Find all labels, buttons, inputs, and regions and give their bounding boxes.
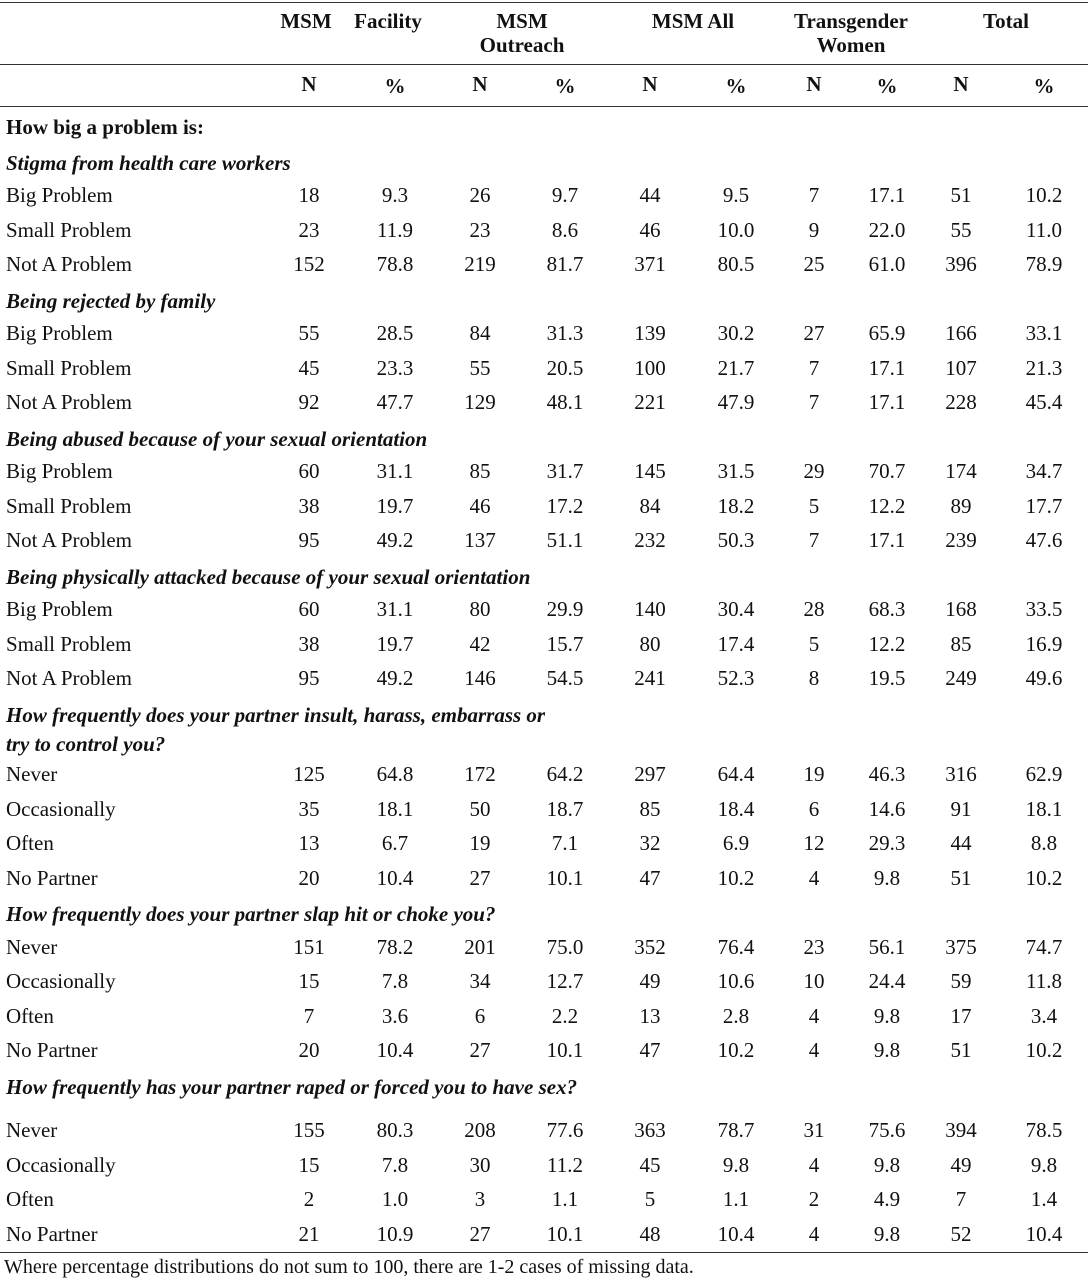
table-cell: 31.3 — [546, 321, 584, 345]
table-cell: 51 — [950, 183, 972, 207]
row-label: Not A Problem — [6, 528, 133, 552]
table-cell: 28 — [803, 597, 825, 621]
table-cell: 75.6 — [868, 1118, 906, 1142]
table-cell: 92 — [298, 390, 320, 414]
table-cell: 47.9 — [717, 390, 755, 414]
table-cell: 95 — [298, 528, 320, 552]
row-label: Never — [6, 762, 58, 786]
table-cell: 23 — [469, 218, 491, 242]
table-cell: 15 — [298, 1153, 320, 1177]
table-cell: 145 — [634, 459, 666, 483]
row-label: Occasionally — [6, 797, 116, 821]
table-cell: 100 — [634, 356, 666, 380]
table-cell: 64.2 — [546, 762, 584, 786]
table-cell: 137 — [464, 528, 496, 552]
table-cell: 38 — [298, 632, 320, 656]
table-cell: 20 — [298, 866, 320, 890]
table-cell: 35 — [298, 797, 320, 821]
table-cell: 352 — [634, 935, 666, 959]
table-cell: 19.7 — [376, 494, 414, 518]
table-cell: 125 — [293, 762, 325, 786]
table-cell: 77.6 — [546, 1118, 584, 1142]
table-cell: 9.8 — [873, 1153, 901, 1177]
table-cell: 64.8 — [376, 762, 414, 786]
table-cell: 34 — [469, 969, 491, 993]
table-cell: 20.5 — [546, 356, 584, 380]
table-cell: 5 — [808, 632, 820, 656]
table-cell: 6 — [474, 1004, 486, 1028]
row-label: Not A Problem — [6, 390, 133, 414]
table-cell: 18.7 — [546, 797, 584, 821]
table-cell: 1.0 — [381, 1187, 409, 1211]
table-cell: 10.2 — [717, 866, 755, 890]
row-label: Small Problem — [6, 218, 132, 242]
row-label: Not A Problem — [6, 666, 133, 690]
table-cell: 10.4 — [1025, 1222, 1063, 1246]
table-cell: 155 — [293, 1118, 325, 1142]
section-question: Being rejected by family — [6, 289, 216, 313]
table-cell: 7 — [303, 1004, 315, 1028]
table-cell: 49.2 — [376, 666, 414, 690]
table-cell: 7.8 — [381, 969, 409, 993]
table-cell: 85 — [639, 797, 661, 821]
table-cell: 18.1 — [1025, 797, 1063, 821]
table-cell: 17.1 — [868, 356, 906, 380]
table-cell: 5 — [808, 494, 820, 518]
table-cell: 17 — [950, 1004, 972, 1028]
table-cell: 129 — [464, 390, 496, 414]
table-cell: 11.9 — [377, 218, 413, 242]
row-label: Never — [6, 1118, 58, 1142]
table-cell: 6 — [808, 797, 820, 821]
table-cell: 8 — [808, 666, 820, 690]
table-cell: 47 — [639, 866, 661, 890]
table-cell: 2 — [303, 1187, 315, 1211]
row-label: Occasionally — [6, 1153, 116, 1177]
table-cell: 30.2 — [717, 321, 755, 345]
table-cell: 62.9 — [1025, 762, 1063, 786]
table-cell: 2.2 — [551, 1004, 579, 1028]
table-cell: 78.7 — [717, 1118, 755, 1142]
table-cell: 85 — [469, 459, 491, 483]
table-cell: 80 — [469, 597, 491, 621]
table-cell: 84 — [469, 321, 491, 345]
table-cell: 7.8 — [381, 1153, 409, 1177]
table-cell: 45 — [639, 1153, 661, 1177]
table-cell: 29 — [803, 459, 825, 483]
table-cell: 10.6 — [717, 969, 755, 993]
column-subheader: N — [301, 72, 317, 96]
column-group-header: MSM All — [651, 9, 735, 33]
table-cell: 91 — [950, 797, 972, 821]
table-cell: 10.1 — [546, 1222, 584, 1246]
table-cell: 371 — [634, 252, 666, 276]
column-group-header: Total — [983, 9, 1029, 33]
table-cell: 12 — [803, 831, 825, 855]
table-cell: 17.4 — [717, 632, 755, 656]
table-cell: 44 — [950, 831, 972, 855]
table-cell: 7 — [955, 1187, 967, 1211]
table-cell: 60 — [298, 597, 320, 621]
table-cell: 80 — [639, 632, 661, 656]
table-cell: 23 — [298, 218, 320, 242]
table-cell: 4 — [808, 1004, 820, 1028]
table-cell: 78.5 — [1025, 1118, 1063, 1142]
subheader-rule — [0, 106, 1088, 107]
table-cell: 52 — [950, 1222, 972, 1246]
table-cell: 78.2 — [376, 935, 414, 959]
table-cell: 19.7 — [376, 632, 414, 656]
table-cell: 59 — [950, 969, 972, 993]
row-label: Small Problem — [6, 356, 132, 380]
column-group-header: Facility — [354, 9, 422, 33]
table-cell: 394 — [945, 1118, 977, 1142]
table-cell: 27 — [469, 866, 491, 890]
table-cell: 65.9 — [868, 321, 906, 345]
table-cell: 2 — [808, 1187, 820, 1211]
footnote: Where percentage distributions do not sum to 100, there are 1-2 cases of missing data. — [4, 1256, 694, 1278]
table-cell: 19 — [803, 762, 825, 786]
table-cell: 10.2 — [1025, 1038, 1063, 1062]
table-cell: 45.4 — [1025, 390, 1063, 414]
table-cell: 47 — [639, 1038, 661, 1062]
table-cell: 375 — [945, 935, 977, 959]
table-cell: 4 — [808, 866, 820, 890]
table-cell: 30 — [469, 1153, 491, 1177]
table-cell: 27 — [803, 321, 825, 345]
table-cell: 61.0 — [868, 252, 906, 276]
table-cell: 27 — [469, 1038, 491, 1062]
table-cell: 107 — [945, 356, 977, 380]
table-cell: 166 — [945, 321, 977, 345]
table-cell: 29.3 — [868, 831, 906, 855]
table-cell: 9.3 — [381, 183, 409, 207]
table-cell: 4 — [808, 1153, 820, 1177]
table-cell: 6.9 — [722, 831, 750, 855]
table-cell: 78.8 — [376, 252, 414, 276]
table-cell: 11.8 — [1026, 969, 1062, 993]
table-cell: 46.3 — [868, 762, 906, 786]
table-cell: 13 — [298, 831, 320, 855]
table-cell: 12.7 — [546, 969, 584, 993]
table-cell: 28.5 — [376, 321, 414, 345]
row-label: Small Problem — [6, 632, 132, 656]
table-cell: 52.3 — [717, 666, 755, 690]
table-cell: 23.3 — [376, 356, 414, 380]
table-cell: 21.7 — [717, 356, 755, 380]
column-subheader: % — [384, 74, 406, 98]
table-cell: 55 — [469, 356, 491, 380]
table-cell: 4.9 — [873, 1187, 901, 1211]
table-cell: 9.8 — [1030, 1153, 1058, 1177]
table-cell: 30.4 — [717, 597, 755, 621]
table-cell: 10.2 — [1025, 866, 1063, 890]
table-cell: 31.5 — [717, 459, 755, 483]
column-subheader: N — [953, 72, 969, 96]
row-label: Big Problem — [6, 459, 113, 483]
table-cell: 60 — [298, 459, 320, 483]
table-cell: 396 — [945, 252, 977, 276]
table-cell: 172 — [464, 762, 496, 786]
table-cell: 47.6 — [1025, 528, 1063, 552]
column-group-header: Transgender Women — [794, 9, 908, 57]
table-cell: 221 — [634, 390, 666, 414]
table-cell: 10.2 — [1025, 183, 1063, 207]
table-cell: 241 — [634, 666, 666, 690]
table-cell: 48 — [639, 1222, 661, 1246]
table-cell: 20 — [298, 1038, 320, 1062]
table-cell: 38 — [298, 494, 320, 518]
table-cell: 19 — [469, 831, 491, 855]
table-cell: 76.4 — [717, 935, 755, 959]
table-cell: 140 — [634, 597, 666, 621]
table-cell: 78.9 — [1025, 252, 1063, 276]
table-cell: 80.3 — [376, 1118, 414, 1142]
table-cell: 17.1 — [868, 390, 906, 414]
table-cell: 31.1 — [376, 597, 414, 621]
table-cell: 11.2 — [547, 1153, 583, 1177]
table-cell: 7 — [808, 183, 820, 207]
header-rule — [0, 64, 1088, 65]
table-cell: 31.7 — [546, 459, 584, 483]
table-cell: 18 — [298, 183, 320, 207]
table-cell: 174 — [945, 459, 977, 483]
table-cell: 84 — [639, 494, 661, 518]
top-rule — [0, 2, 1088, 3]
row-label: Big Problem — [6, 183, 113, 207]
row-label: Occasionally — [6, 969, 116, 993]
table-cell: 1.1 — [722, 1187, 750, 1211]
table-cell: 81.7 — [546, 252, 584, 276]
column-group-header: MSM Outreach — [479, 9, 565, 57]
table-cell: 85 — [950, 632, 972, 656]
table-cell: 11.0 — [1026, 218, 1062, 242]
table-cell: 7 — [808, 356, 820, 380]
table-cell: 9.7 — [551, 183, 579, 207]
table-cell: 47.7 — [376, 390, 414, 414]
section-question: Stigma from health care workers — [6, 151, 291, 175]
table-cell: 51 — [950, 866, 972, 890]
table-cell: 68.3 — [868, 597, 906, 621]
table-section-title: How big a problem is: — [6, 115, 204, 139]
table-cell: 50 — [469, 797, 491, 821]
table-cell: 56.1 — [868, 935, 906, 959]
table-cell: 239 — [945, 528, 977, 552]
table-cell: 12.2 — [868, 632, 906, 656]
table-cell: 297 — [634, 762, 666, 786]
table-cell: 146 — [464, 666, 496, 690]
table-cell: 232 — [634, 528, 666, 552]
table-cell: 32 — [639, 831, 661, 855]
table-cell: 10.4 — [717, 1222, 755, 1246]
table-cell: 10.0 — [717, 218, 755, 242]
table-cell: 10.1 — [546, 866, 584, 890]
table-cell: 4 — [808, 1222, 820, 1246]
table-cell: 10.4 — [376, 1038, 414, 1062]
row-label: No Partner — [6, 1038, 98, 1062]
row-label: Never — [6, 935, 58, 959]
row-label: Often — [6, 831, 54, 855]
table-cell: 21 — [298, 1222, 320, 1246]
row-label: Small Problem — [6, 494, 132, 518]
table-cell: 2.8 — [722, 1004, 750, 1028]
table-cell: 42 — [469, 632, 491, 656]
table-cell: 70.7 — [868, 459, 906, 483]
table-cell: 1.4 — [1030, 1187, 1058, 1211]
column-group-header: MSM — [280, 9, 332, 33]
table-cell: 363 — [634, 1118, 666, 1142]
table-cell: 17.7 — [1025, 494, 1063, 518]
table-cell: 9.5 — [722, 183, 750, 207]
table-cell: 89 — [950, 494, 972, 518]
table-cell: 51 — [950, 1038, 972, 1062]
column-subheader: N — [806, 72, 822, 96]
table-cell: 17.2 — [546, 494, 584, 518]
table-cell: 168 — [945, 597, 977, 621]
table-cell: 9.8 — [873, 1004, 901, 1028]
table-cell: 201 — [464, 935, 496, 959]
table-cell: 24.4 — [868, 969, 906, 993]
section-question: How frequently has your partner raped or forced you to have sex? — [6, 1075, 578, 1099]
table-cell: 3 — [474, 1187, 486, 1211]
table-cell: 10.1 — [546, 1038, 584, 1062]
table-cell: 14.6 — [868, 797, 906, 821]
table-cell: 49 — [950, 1153, 972, 1177]
table-cell: 80.5 — [717, 252, 755, 276]
table-cell: 7 — [808, 390, 820, 414]
table-cell: 49.6 — [1025, 666, 1063, 690]
table-cell: 18.1 — [376, 797, 414, 821]
table-cell: 26 — [469, 183, 491, 207]
table-cell: 64.4 — [717, 762, 755, 786]
table-cell: 34.7 — [1025, 459, 1063, 483]
table-cell: 139 — [634, 321, 666, 345]
table-cell: 46 — [469, 494, 491, 518]
table-cell: 48.1 — [546, 390, 584, 414]
table-cell: 74.7 — [1025, 935, 1063, 959]
table-cell: 54.5 — [546, 666, 584, 690]
table-cell: 21.3 — [1025, 356, 1063, 380]
row-label: No Partner — [6, 1222, 98, 1246]
row-label: Big Problem — [6, 597, 113, 621]
table-cell: 31.1 — [376, 459, 414, 483]
table-cell: 208 — [464, 1118, 496, 1142]
table-cell: 23 — [803, 935, 825, 959]
section-question: How frequently does your partner insult, harass, embarrass or try to control you? — [6, 703, 546, 756]
table-cell: 95 — [298, 666, 320, 690]
table-cell: 3.4 — [1030, 1004, 1058, 1028]
table-cell: 9.8 — [873, 1222, 901, 1246]
table-cell: 7 — [808, 528, 820, 552]
table-cell: 316 — [945, 762, 977, 786]
table-cell: 50.3 — [717, 528, 755, 552]
column-subheader: N — [642, 72, 658, 96]
table-cell: 29.9 — [546, 597, 584, 621]
table-cell: 12.2 — [868, 494, 906, 518]
table-cell: 55 — [950, 218, 972, 242]
table-cell: 51.1 — [546, 528, 584, 552]
table-cell: 10 — [803, 969, 825, 993]
table-cell: 5 — [644, 1187, 656, 1211]
bottom-rule — [0, 1252, 1088, 1253]
table-cell: 13 — [639, 1004, 661, 1028]
row-label: Big Problem — [6, 321, 113, 345]
table-cell: 9.8 — [873, 866, 901, 890]
table-cell: 10.9 — [376, 1222, 414, 1246]
table-cell: 7.1 — [551, 831, 579, 855]
column-subheader: % — [1033, 74, 1055, 98]
row-label: No Partner — [6, 866, 98, 890]
table-cell: 33.1 — [1025, 321, 1063, 345]
table-cell: 46 — [639, 218, 661, 242]
table-cell: 6.7 — [381, 831, 409, 855]
table-cell: 17.1 — [868, 183, 906, 207]
row-label: Often — [6, 1004, 54, 1028]
table-cell: 3.6 — [381, 1004, 409, 1028]
table-cell: 55 — [298, 321, 320, 345]
table-cell: 17.1 — [868, 528, 906, 552]
table-cell: 152 — [293, 252, 325, 276]
section-question: How frequently does your partner slap hit or choke you? — [6, 902, 496, 926]
section-question: Being abused because of your sexual orientation — [6, 427, 428, 451]
table-cell: 8.6 — [551, 218, 579, 242]
table-cell: 151 — [293, 935, 325, 959]
column-subheader: N — [472, 72, 488, 96]
table-cell: 15 — [298, 969, 320, 993]
table-cell: 9 — [808, 218, 820, 242]
table-cell: 10.4 — [376, 866, 414, 890]
table-cell: 19.5 — [868, 666, 906, 690]
table-cell: 27 — [469, 1222, 491, 1246]
column-subheader: % — [554, 74, 576, 98]
table-cell: 9.8 — [722, 1153, 750, 1177]
table-cell: 4 — [808, 1038, 820, 1062]
table-cell: 22.0 — [868, 218, 906, 242]
table-cell: 219 — [464, 252, 496, 276]
table-cell: 44 — [639, 183, 661, 207]
table-cell: 10.2 — [717, 1038, 755, 1062]
column-subheader: % — [876, 74, 898, 98]
table-cell: 33.5 — [1025, 597, 1063, 621]
table-cell: 45 — [298, 356, 320, 380]
table-cell: 228 — [945, 390, 977, 414]
section-question: Being physically attacked because of your sexual orientation — [6, 565, 531, 589]
row-label: Often — [6, 1187, 54, 1211]
table-cell: 75.0 — [546, 935, 584, 959]
table-cell: 18.2 — [717, 494, 755, 518]
table-cell: 9.8 — [873, 1038, 901, 1062]
table-cell: 1.1 — [551, 1187, 579, 1211]
table-cell: 249 — [945, 666, 977, 690]
table-cell: 25 — [803, 252, 825, 276]
table-cell: 31 — [803, 1118, 825, 1142]
table-cell: 18.4 — [717, 797, 755, 821]
table-cell: 49.2 — [376, 528, 414, 552]
table-cell: 49 — [639, 969, 661, 993]
table-cell: 16.9 — [1025, 632, 1063, 656]
column-subheader: % — [725, 74, 747, 98]
table-cell: 8.8 — [1030, 831, 1058, 855]
row-label: Not A Problem — [6, 252, 133, 276]
table-cell: 15.7 — [546, 632, 584, 656]
